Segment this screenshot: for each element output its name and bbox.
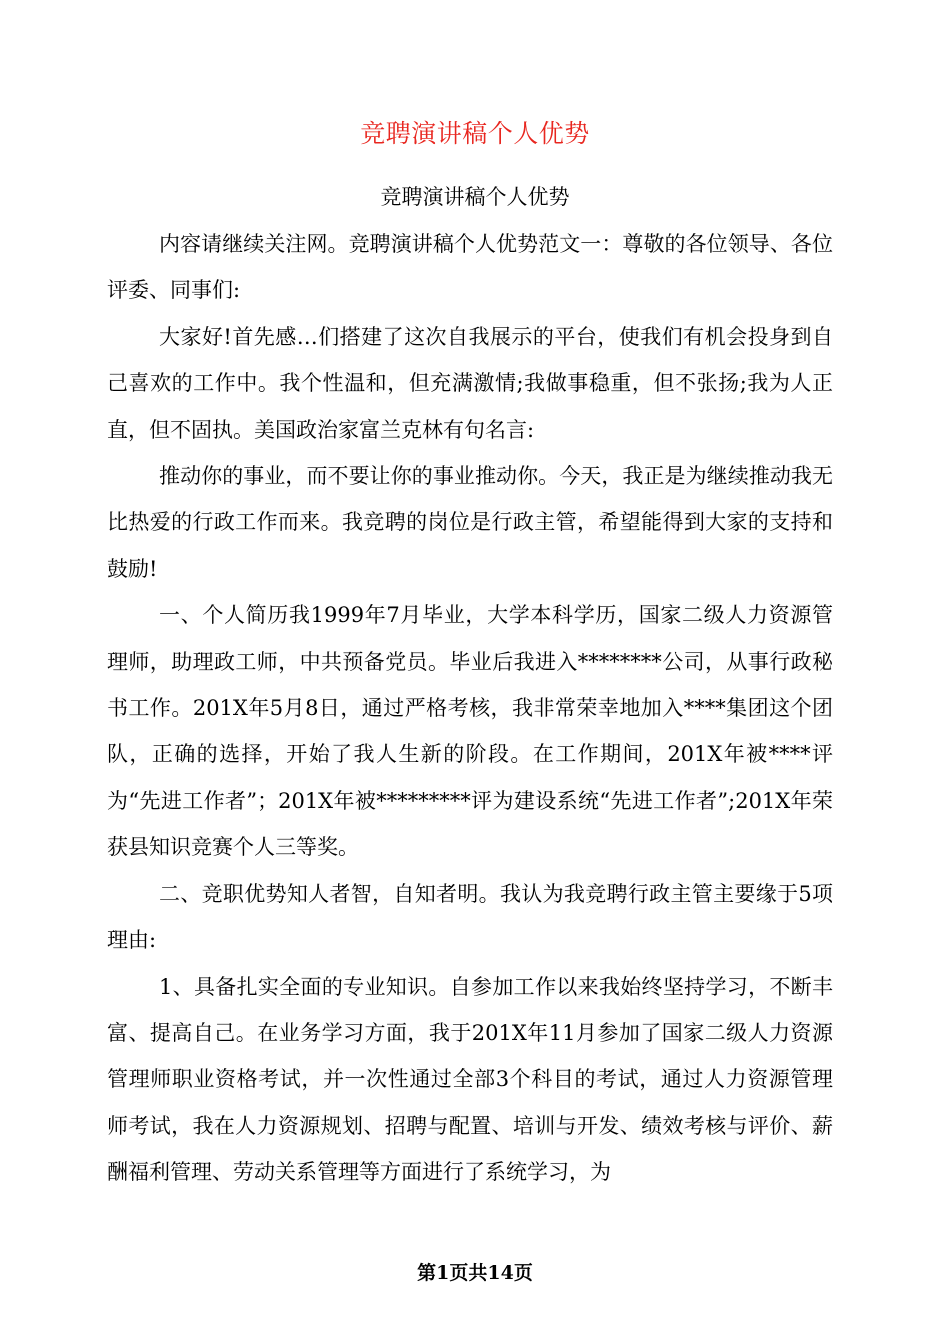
paragraph-knowledge: 1、具备扎实全面的专业知识。自参加工作以来我始终坚持学习，不断丰富、提高自己。在业务学习方面，我于201X年11月参加了国家二级人力资源管理师职业资格考试，并一次性通过全部3个科目的考试，通过人力资源管理师考试，我在人力资源规划、招聘与配置、培训与开发、绩效考核与评价、薪酬福利管理、劳动关系管理等方面进行了系统学习，为: [107, 974, 833, 1185]
paragraph-motto: 推动你的事业，而不要让你的事业推动你。今天，我正是为继续推动我无比热爱的行政工作而来。我竞聘的岗位是行政主管，希望能得到大家的支持和鼓励!: [107, 464, 833, 581]
paragraph-intro: 大家好!首先感…们搭建了这次自我展示的平台，使我们有机会投身到自己喜欢的工作中。我个性温和，但充满激情;我做事稳重，但不张扬;我为人正直，但不固执。美国政治家富兰克林有句名言:: [107, 324, 833, 442]
document-subtitle: 竞聘演讲稿个人优势: [380, 185, 570, 209]
paragraph-greeting: 内容请继续关注网。竞聘演讲稿个人优势范文一：尊敬的各位领导、各位评委、同事们:: [107, 232, 833, 303]
paragraph-resume: 一、个人简历我1999年7月毕业，大学本科学历，国家二级人力资源管理师，助理政工师，中共预备党员。毕业后我进入********公司，从事行政秘书工作。201X年5月8日，通过严格考核，我非常荣幸地加入****集团这个团队，正确的选择，开始了我人生新的阶段。在工作期间，201X年被****评为“先进工作者”；201X年被*********评为建设系统“先进工作者”;201X年荣获县知识竞赛个人三等奖。: [107, 603, 833, 860]
document-title: 竞聘演讲稿个人优势: [360, 119, 590, 148]
document-body: [107, 221, 833, 1196]
page-number-footer: 第1页共14页: [417, 1262, 533, 1284]
paragraph-advantages: 二、竞职优势知人者智，自知者明。我认为我竞聘行政主管主要缘于5项理由:: [107, 881, 833, 953]
